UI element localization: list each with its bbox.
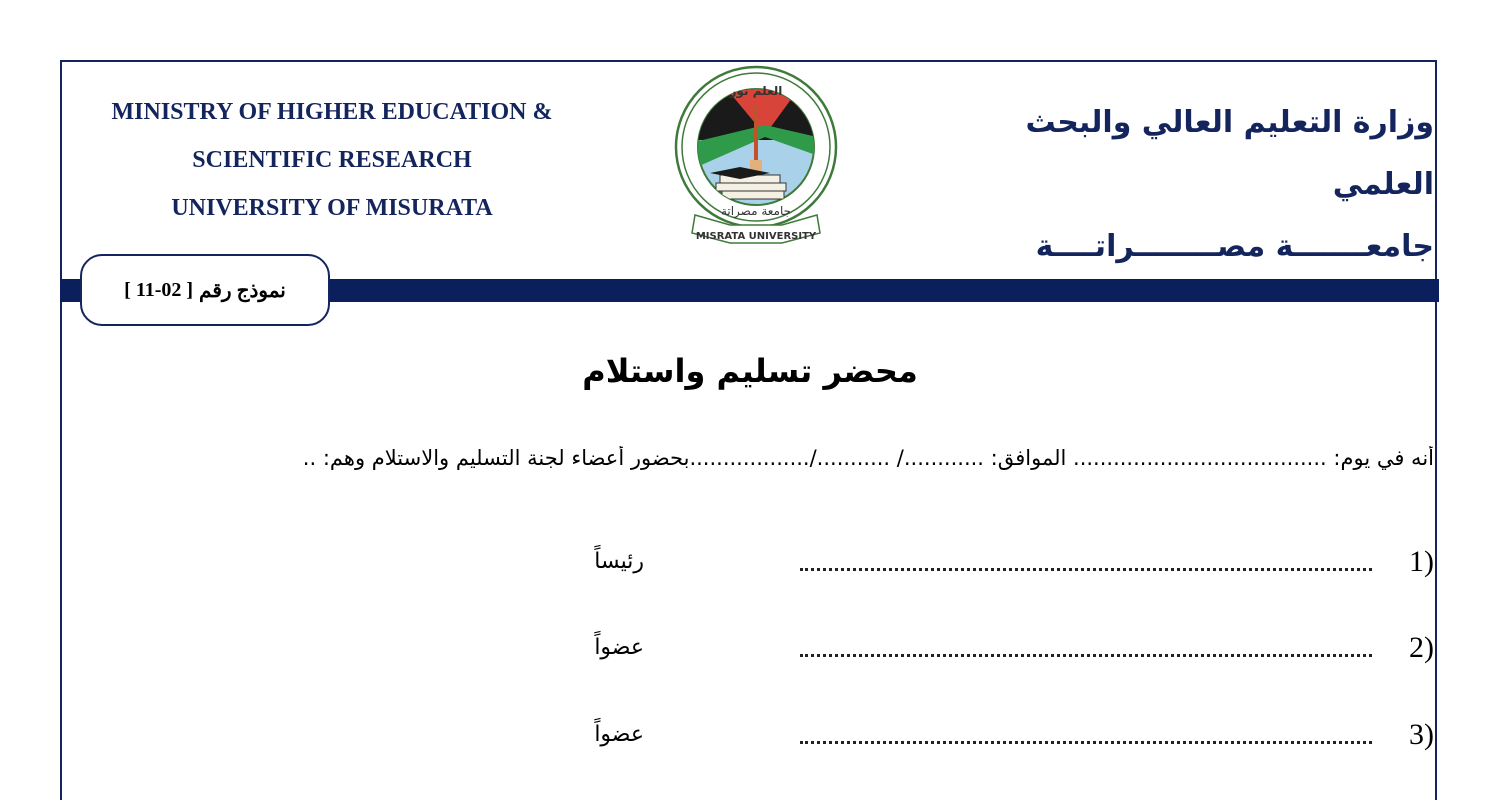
member-number: (3 (1409, 718, 1434, 751)
member-role: عضواً (594, 635, 644, 660)
svg-text:جامعة مصراتة: جامعة مصراتة (720, 204, 792, 218)
member-row-1 (554, 540, 1434, 584)
form-number-code: [ 11-02 ] (124, 278, 194, 301)
document-title: محضر تسليم واستلام (582, 352, 918, 390)
university-logo (670, 65, 842, 250)
english-header (62, 88, 602, 232)
member-name-field[interactable] (800, 741, 1372, 744)
english-header-line-3: UNIVERSITY OF MISURATA (171, 195, 493, 221)
svg-text:العلم نور: العلم نور (729, 84, 783, 98)
member-name-field[interactable] (800, 654, 1372, 657)
intro-rest: بحضور أعضاء لجنة التسليم والاستلام وهم: .. (302, 446, 690, 470)
member-name-field[interactable] (800, 568, 1372, 571)
arabic-header-line-2: جامعـــــــة مصــــــــراتــــة (1035, 229, 1434, 264)
member-number: (2 (1409, 631, 1434, 664)
arabic-header-line-1: وزارة التعليم العالي والبحث العلمي (1025, 105, 1434, 202)
university-seal-icon (670, 65, 842, 250)
english-header-line-1: MINISTRY OF HIGHER EDUCATION & (111, 99, 553, 125)
member-role: عضواً (594, 722, 644, 747)
day-label: أنه في يوم: (1333, 446, 1434, 470)
arabic-header (914, 92, 1434, 278)
member-row-3 (554, 713, 1434, 757)
english-header-line-2: SCIENTIFIC RESEARCH (192, 147, 472, 173)
form-number-badge (80, 254, 330, 326)
member-row-2 (554, 626, 1434, 670)
member-role: رئيساً (594, 549, 644, 574)
form-number-label: نموذج رقم (199, 279, 286, 302)
intro-sentence (64, 446, 1434, 470)
svg-text:MISRATA UNIVERSITY: MISRATA UNIVERSITY (695, 231, 817, 242)
date-label: الموافق: (990, 446, 1067, 470)
member-number: (1 (1409, 545, 1434, 578)
date-field[interactable]: ............/ .........../.................. (689, 446, 984, 470)
day-field[interactable]: ...................................... (1073, 446, 1327, 470)
